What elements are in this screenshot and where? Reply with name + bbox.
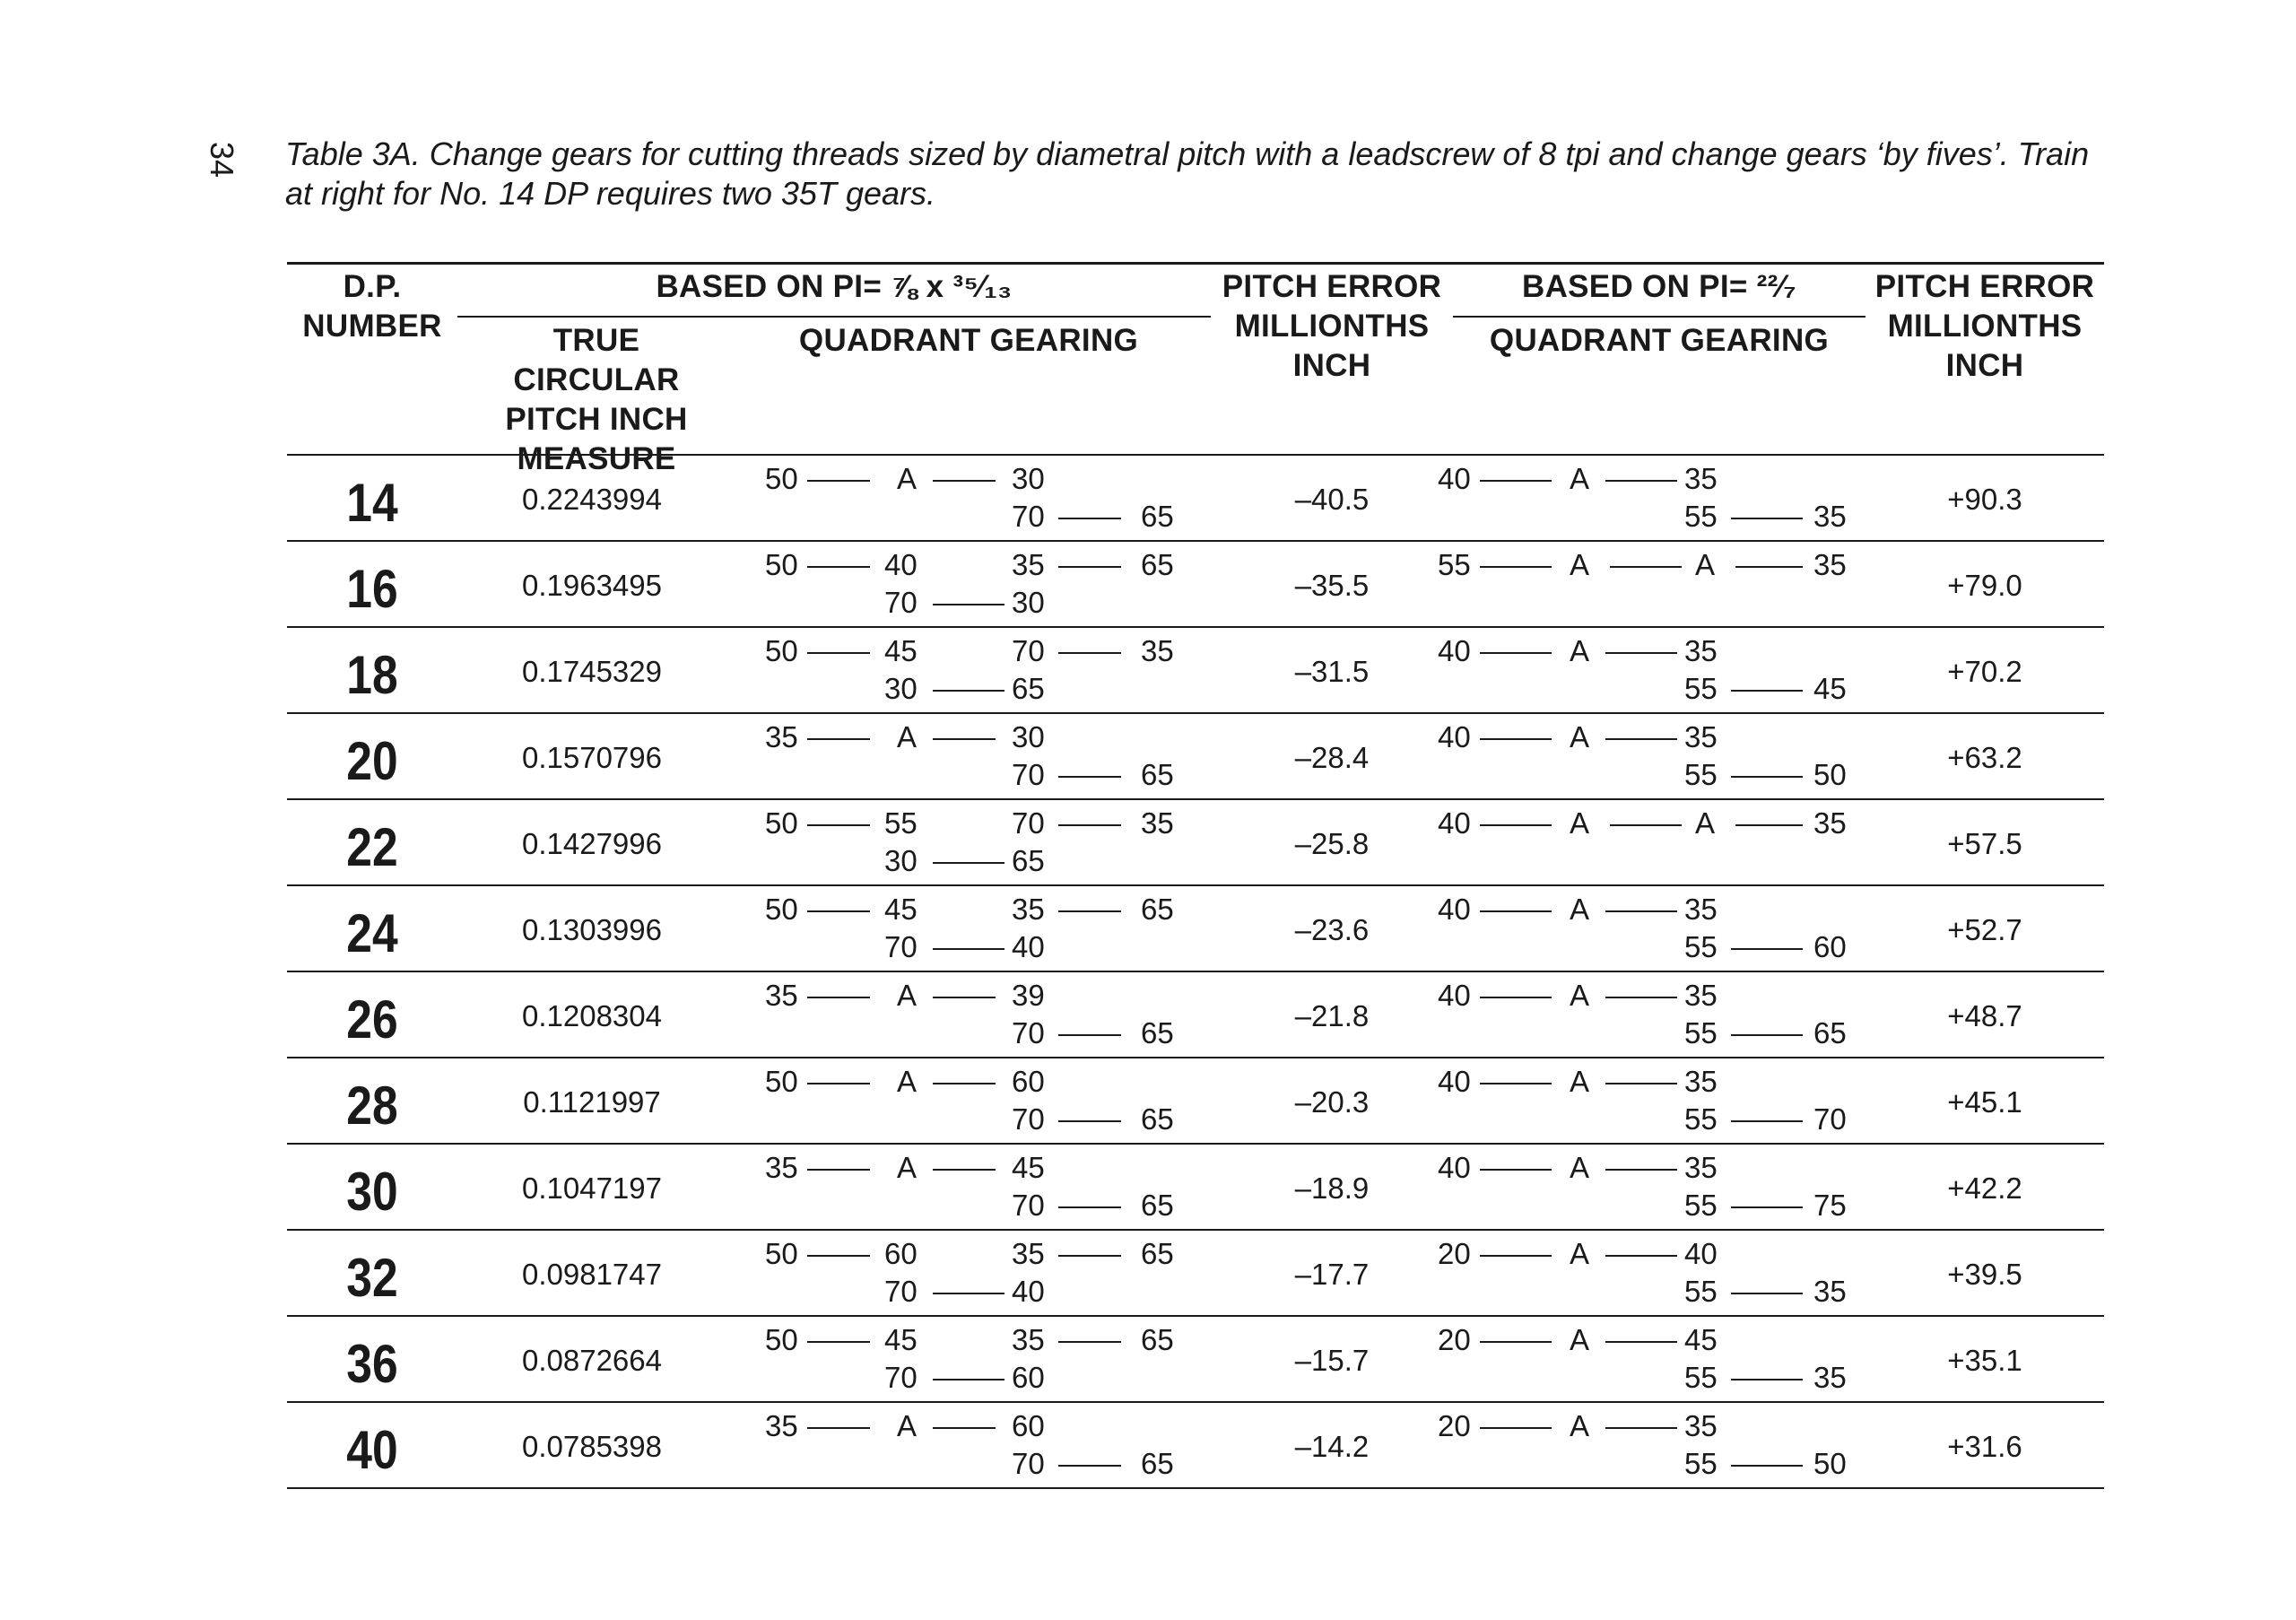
gear: 40	[1684, 1237, 1718, 1270]
table-row	[287, 1317, 2104, 1403]
gear-driver: 50	[765, 1323, 798, 1356]
gear-link-line	[933, 604, 1004, 605]
gear: 70	[1012, 758, 1045, 791]
gear-driven: 65	[1141, 1102, 1174, 1136]
dp-number: 14	[346, 473, 398, 533]
gear-idler: A	[1570, 1237, 1590, 1270]
pitch-error-1-value: –25.8	[1294, 827, 1370, 860]
gear-driven: 35	[1813, 1275, 1847, 1308]
gear-link-line	[1480, 1169, 1552, 1171]
gear-driven: 40	[1012, 1275, 1045, 1308]
gear: 65	[1141, 1237, 1174, 1270]
gear-driver: 40	[1438, 1151, 1471, 1184]
pitch-error-2-value: +57.5	[1947, 827, 2022, 860]
dp-number: 22	[346, 817, 398, 877]
gear-link-line	[1058, 1255, 1121, 1257]
pitch-error-2-value: +63.2	[1947, 741, 2022, 774]
gear: 70	[884, 1275, 918, 1308]
gear: 35	[1684, 1151, 1718, 1184]
dp-number: 16	[346, 559, 398, 619]
gear-driven: 45	[1813, 672, 1847, 705]
gear: 60	[884, 1237, 918, 1270]
gear: 55	[1684, 930, 1718, 963]
gear-link-line	[1058, 652, 1121, 654]
table-row	[287, 714, 2104, 800]
gear-link-line	[1480, 738, 1552, 740]
gear-driver: 35	[765, 720, 798, 753]
gear-link-line	[1058, 1206, 1121, 1208]
gear-link-line	[933, 862, 1004, 864]
gear: 55	[1684, 500, 1718, 533]
dp-number: 20	[346, 731, 398, 791]
header-pitch-error-1: PITCH ERROR MILLIONTHS INCH	[1222, 269, 1442, 383]
gear-link-line	[1731, 948, 1803, 950]
gear-link-line	[1480, 566, 1552, 568]
circular-pitch-value: 0.1047197	[522, 1171, 662, 1205]
gear: 45	[1684, 1323, 1718, 1356]
gear-idler: A	[897, 1409, 918, 1442]
gear-driven: 50	[1813, 1447, 1847, 1480]
gear: 45	[884, 1323, 918, 1356]
gear-driven: 60	[1012, 1361, 1045, 1394]
gear: 70	[884, 1361, 918, 1394]
gear-link-line	[933, 1169, 996, 1171]
circular-pitch-value: 0.0981747	[522, 1258, 662, 1291]
gear-driver: 40	[1438, 1065, 1471, 1098]
gear-idler: A	[897, 1065, 918, 1098]
pitch-error-1-value: –21.8	[1294, 999, 1370, 1032]
gear-link-line	[1605, 910, 1677, 912]
gear-driver: 40	[1438, 720, 1471, 753]
gear-link-line	[933, 1083, 996, 1084]
group-rule-1	[457, 316, 1211, 318]
gear-link-line	[807, 1341, 870, 1343]
gear-driven: 65	[1012, 844, 1045, 877]
gear-link-line	[1735, 566, 1803, 568]
gear-link-line	[1480, 1341, 1552, 1343]
gear-link-line	[1731, 1293, 1803, 1294]
gear: 30	[1012, 720, 1045, 753]
circular-pitch-value: 0.1570796	[522, 741, 662, 774]
gear-driven: 35	[1813, 548, 1847, 581]
gear-link-line	[1058, 824, 1121, 826]
gear-link-line	[1058, 518, 1121, 519]
pitch-error-1-value: –23.6	[1294, 913, 1370, 946]
pitch-error-2-value: +48.7	[1947, 999, 2022, 1032]
table-row	[287, 628, 2104, 714]
pitch-error-2-value: +39.5	[1947, 1258, 2022, 1291]
gear: 70	[1012, 806, 1045, 840]
gear-link-line	[1480, 824, 1552, 826]
pitch-error-1-value: –35.5	[1294, 569, 1370, 602]
gear-link-line	[1480, 480, 1552, 482]
table-row	[287, 1231, 2104, 1317]
gear-driver: 40	[1438, 893, 1471, 926]
gear: 70	[1012, 1447, 1045, 1480]
gear-driven: 65	[1012, 672, 1045, 705]
gear: 45	[884, 893, 918, 926]
gear-link-line	[1058, 1120, 1121, 1122]
gear-driver: 50	[765, 462, 798, 495]
gear-driver: 50	[765, 548, 798, 581]
pitch-error-2-value: +35.1	[1947, 1344, 2022, 1377]
gear: 35	[1684, 720, 1718, 753]
header-true-circular-pitch: TRUE CIRCULAR PITCH INCH MEASURE	[505, 323, 688, 476]
gear-link-line	[1605, 997, 1677, 998]
gear-link-line	[1605, 1427, 1677, 1429]
gear-idler: A	[1570, 548, 1590, 581]
gear-driven: 30	[1012, 586, 1045, 619]
table-row	[287, 1058, 2104, 1145]
pitch-error-2-value: +79.0	[1947, 569, 2022, 602]
gear-link-line	[807, 1169, 870, 1171]
gear-idler: A	[1570, 979, 1590, 1012]
gear: 70	[884, 930, 918, 963]
gear-link-line	[1058, 1465, 1121, 1467]
gear-link-line	[1605, 480, 1677, 482]
gear-driven: 35	[1813, 1361, 1847, 1394]
gear-idler: A	[1570, 1151, 1590, 1184]
dp-number: 18	[346, 645, 398, 705]
gear: 39	[1012, 979, 1045, 1012]
gear-link-line	[1058, 776, 1121, 778]
circular-pitch-value: 0.1208304	[522, 999, 662, 1032]
gear-driver: 40	[1438, 979, 1471, 1012]
top-rule	[287, 262, 2104, 265]
gear: 45	[1012, 1151, 1045, 1184]
gear-driven: 60	[1813, 930, 1847, 963]
gear: 55	[1684, 1016, 1718, 1050]
gear-idler: A	[897, 1151, 918, 1184]
gear-idler: A	[1570, 462, 1590, 495]
gear-driver: 50	[765, 893, 798, 926]
dp-number: 26	[346, 989, 398, 1050]
gear-idler: A	[1570, 893, 1590, 926]
gear-link-line	[933, 480, 996, 482]
gear: 70	[1012, 634, 1045, 667]
gear-driven: 65	[1813, 1016, 1847, 1050]
group-rule-2	[1453, 316, 1866, 318]
pitch-error-1-value: –17.7	[1294, 1258, 1370, 1291]
gear-driven: 50	[1813, 758, 1847, 791]
gear-link-line	[1731, 1465, 1803, 1467]
gear-link-line	[807, 480, 870, 482]
gear-link-line	[807, 1083, 870, 1084]
gear-link-line	[807, 566, 870, 568]
gear-driver: 40	[1438, 634, 1471, 667]
pitch-error-2-value: +42.2	[1947, 1171, 2022, 1205]
table-row	[287, 800, 2104, 886]
gear-link-line	[1480, 652, 1552, 654]
gear-driven: 65	[1141, 1016, 1174, 1050]
gear: 55	[1684, 758, 1718, 791]
gear-driver: 50	[765, 1065, 798, 1098]
gear-driver: 40	[1438, 462, 1471, 495]
gear: 70	[1012, 1016, 1045, 1050]
gear-link-line	[807, 1427, 870, 1429]
gear: 35	[1012, 1237, 1045, 1270]
gear-link-line	[1058, 1341, 1121, 1343]
gear-idler: A	[1695, 806, 1716, 840]
gear-idler: A	[1570, 634, 1590, 667]
gear-link-line	[933, 1379, 1004, 1380]
gear: 55	[1684, 1361, 1718, 1394]
gear-link-line	[1480, 910, 1552, 912]
gear: 70	[1012, 1102, 1045, 1136]
header-pitch-error-2: PITCH ERROR MILLIONTHS INCH	[1874, 269, 2095, 383]
table-row	[287, 456, 2104, 542]
pitch-error-1-value: –18.9	[1294, 1171, 1370, 1205]
gear-link-line	[1605, 1255, 1677, 1257]
gear-link-line	[1605, 652, 1677, 654]
gear-link-line	[933, 997, 996, 998]
gear-driven: 65	[1141, 1189, 1174, 1222]
gear-link-line	[1731, 1206, 1803, 1208]
gear: 35	[1012, 548, 1045, 581]
circular-pitch-value: 0.1963495	[522, 569, 662, 602]
gear: 55	[1684, 672, 1718, 705]
gear-idler: A	[1695, 548, 1716, 581]
gear: 35	[1012, 1323, 1045, 1356]
table-row	[287, 1145, 2104, 1231]
gear: 70	[1012, 500, 1045, 533]
gear-driven: 40	[1012, 930, 1045, 963]
gear: 45	[884, 634, 918, 667]
gear-idler: A	[897, 462, 918, 495]
gear-driven: 65	[1141, 758, 1174, 791]
gear: 35	[1684, 462, 1718, 495]
circular-pitch-value: 0.0785398	[522, 1430, 662, 1463]
gear-link-line	[1731, 518, 1803, 519]
gear: 65	[1141, 548, 1174, 581]
gear-driver: 50	[765, 634, 798, 667]
pitch-error-2-value: +90.3	[1947, 483, 2022, 516]
gear: 35	[1012, 893, 1045, 926]
page-number: 34	[204, 142, 240, 179]
dp-number: 28	[346, 1076, 398, 1136]
circular-pitch-value: 0.0872664	[522, 1344, 662, 1377]
gear: 40	[884, 548, 918, 581]
gear-link-line	[807, 652, 870, 654]
gear-link-line	[933, 1293, 1004, 1294]
dp-number: 32	[346, 1248, 398, 1308]
gear-idler: A	[897, 720, 918, 753]
gear-link-line	[933, 1427, 996, 1429]
gear-driver: 40	[1438, 806, 1471, 840]
gear-link-line	[1480, 1083, 1552, 1084]
gear: 30	[1012, 462, 1045, 495]
gear: 35	[1684, 979, 1718, 1012]
gear: 35	[1684, 893, 1718, 926]
gear-link-line	[1058, 910, 1121, 912]
gear-idler: A	[1570, 806, 1590, 840]
gear: 65	[1141, 1323, 1174, 1356]
gear-link-line	[1735, 824, 1803, 826]
gear-driver: 50	[765, 806, 798, 840]
gear: 35	[1684, 1065, 1718, 1098]
gear-driven: 65	[1141, 1447, 1174, 1480]
gear-idler: A	[1570, 1409, 1590, 1442]
gear-link-line	[1058, 566, 1121, 568]
table-row	[287, 886, 2104, 972]
dp-number: 24	[346, 903, 398, 963]
gear-link-line	[807, 738, 870, 740]
header-based-on-pi-1: BASED ON PI= ⅞ x ³⁵⁄₁₃	[656, 269, 1013, 304]
gear-link-line	[1731, 1034, 1803, 1036]
header-based-on-pi-2: BASED ON PI= ²²⁄₇	[1522, 269, 1796, 304]
gear-link-line	[1731, 1379, 1803, 1380]
circular-pitch-value: 0.1303996	[522, 913, 662, 946]
gear-link-line	[1605, 738, 1677, 740]
gear-link-line	[1058, 1034, 1121, 1036]
gear: 35	[1684, 1409, 1718, 1442]
gear-link-line	[1605, 1341, 1677, 1343]
pitch-error-1-value: –31.5	[1294, 655, 1370, 688]
gear: 55	[1684, 1275, 1718, 1308]
gear: 55	[884, 806, 918, 840]
gear-link-line	[933, 948, 1004, 950]
gear-link-line	[807, 910, 870, 912]
gear-idler: A	[1570, 1065, 1590, 1098]
gear-link-line	[933, 738, 996, 740]
pitch-error-1-value: –15.7	[1294, 1344, 1370, 1377]
gear-driven: 75	[1813, 1189, 1847, 1222]
gear-driver: 35	[765, 1151, 798, 1184]
gear: 60	[1012, 1065, 1045, 1098]
gear: 70	[1012, 1189, 1045, 1222]
gear-idler: A	[1570, 1323, 1590, 1356]
gear-link-line	[1605, 1083, 1677, 1084]
gear-link-line	[1731, 1120, 1803, 1122]
pitch-error-2-value: +52.7	[1947, 913, 2022, 946]
circular-pitch-value: 0.1427996	[522, 827, 662, 860]
table-row	[287, 1403, 2104, 1489]
gear-link-line	[1731, 690, 1803, 692]
circular-pitch-value: 0.2243994	[522, 483, 662, 516]
gear-link-line	[807, 1255, 870, 1257]
gear: 30	[884, 672, 918, 705]
table-caption: Table 3A. Change gears for cutting threads sized by diametral pitch with a leadscrew of 8 tpi and change gears ‘by fives’. Train at right for No. 14 DP requires two 35T gears.	[285, 135, 2090, 212]
gear-driven: 70	[1813, 1102, 1847, 1136]
gear-link-line	[1610, 824, 1682, 826]
gear: 65	[1141, 893, 1174, 926]
circular-pitch-value: 0.1745329	[522, 655, 662, 688]
gear-link-line	[807, 824, 870, 826]
gear: 35	[1684, 634, 1718, 667]
gear-driver: 20	[1438, 1323, 1471, 1356]
gear-link-line	[1605, 1169, 1677, 1171]
header-quadrant-gearing-2: QUADRANT GEARING	[1489, 323, 1830, 358]
gear-idler: A	[897, 979, 918, 1012]
row-bottom-rule	[287, 1487, 2104, 1489]
header-quadrant-gearing-1: QUADRANT GEARING	[798, 323, 1139, 358]
gear-link-line	[807, 997, 870, 998]
gear-link-line	[1480, 1427, 1552, 1429]
dp-number: 36	[346, 1334, 398, 1394]
gear: 35	[1141, 634, 1174, 667]
gear-link-line	[1610, 566, 1682, 568]
gear-driver: 35	[765, 1409, 798, 1442]
gear: 55	[1684, 1189, 1718, 1222]
gear: 60	[1012, 1409, 1045, 1442]
pitch-error-1-value: –14.2	[1294, 1430, 1370, 1463]
gear-link-line	[933, 690, 1004, 692]
circular-pitch-value: 0.1121997	[523, 1085, 661, 1119]
pitch-error-1-value: –28.4	[1294, 741, 1370, 774]
gear-link-line	[1480, 997, 1552, 998]
gear-driven: 65	[1141, 500, 1174, 533]
gear-driven: 35	[1813, 806, 1847, 840]
gear: 30	[884, 844, 918, 877]
gear-driver: 55	[1438, 548, 1471, 581]
gear-link-line	[1731, 776, 1803, 778]
dp-number: 30	[346, 1162, 398, 1222]
gear-idler: A	[1570, 720, 1590, 753]
pitch-error-2-value: +70.2	[1947, 655, 2022, 688]
header-dp-number: D.P. NUMBER	[302, 269, 442, 344]
gear-driven: 35	[1813, 500, 1847, 533]
gear-driver: 20	[1438, 1409, 1471, 1442]
gear-driver: 50	[765, 1237, 798, 1270]
table-row	[287, 542, 2104, 628]
gear-driver: 35	[765, 979, 798, 1012]
gear: 35	[1141, 806, 1174, 840]
pitch-error-1-value: –20.3	[1294, 1085, 1370, 1119]
pitch-error-2-value: +45.1	[1947, 1085, 2022, 1119]
pitch-error-1-value: –40.5	[1294, 483, 1370, 516]
gear: 55	[1684, 1447, 1718, 1480]
dp-number: 40	[346, 1420, 398, 1480]
table-row	[287, 972, 2104, 1058]
gear-driver: 20	[1438, 1237, 1471, 1270]
gear: 70	[884, 586, 918, 619]
gear-link-line	[1480, 1255, 1552, 1257]
pitch-error-2-value: +31.6	[1947, 1430, 2022, 1463]
gear: 55	[1684, 1102, 1718, 1136]
